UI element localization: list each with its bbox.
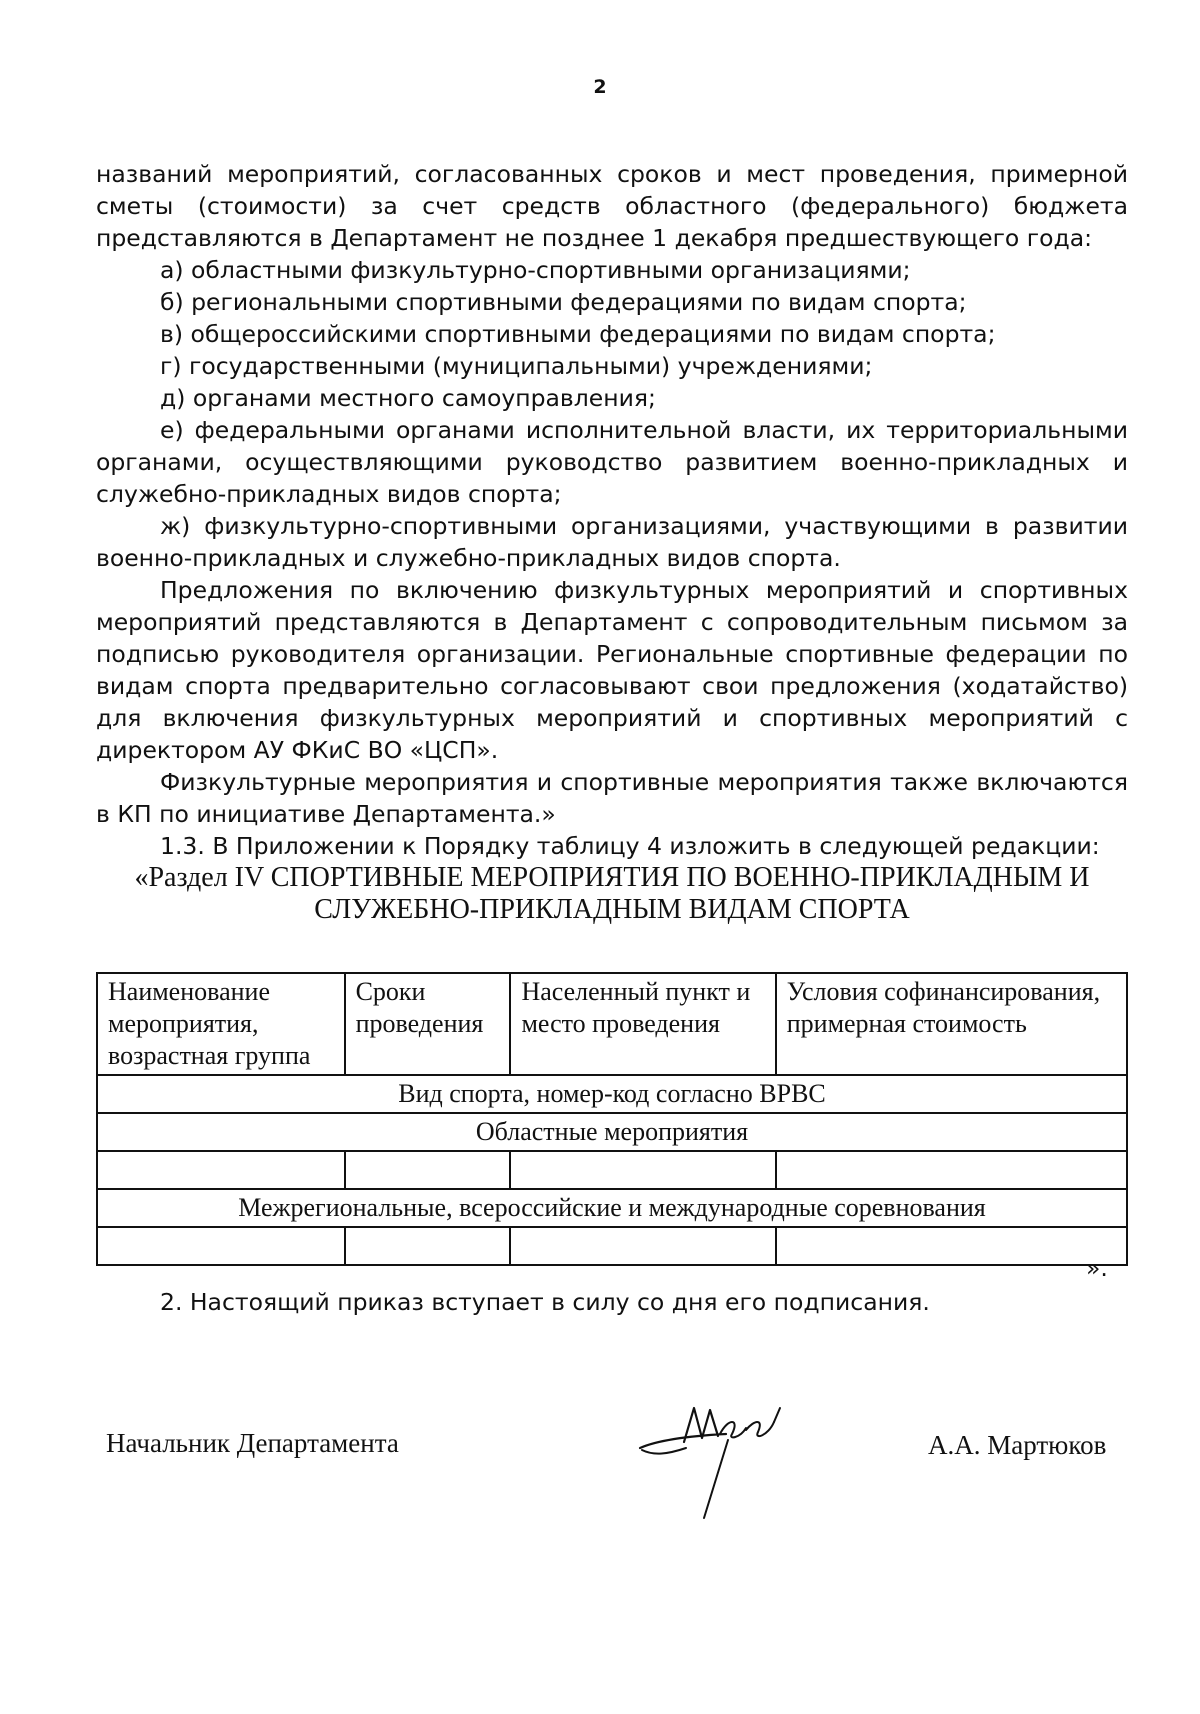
table-cell bbox=[510, 1227, 775, 1265]
section-title-line-1: «Раздел IV СПОРТИВНЫЕ МЕРОПРИЯТИЯ ПО ВОЕННО-ПРИКЛАДНЫМ И bbox=[134, 862, 1090, 893]
list-item: г) государственными (муниципальными) учреждениями; bbox=[160, 352, 873, 380]
closing-quote: ». bbox=[1086, 1254, 1108, 1282]
list-item: б) региональными спортивными федерациями по видам спорта; bbox=[160, 288, 967, 316]
section-title-line-2: СЛУЖЕБНО-ПРИКЛАДНЫМ ВИДАМ СПОРТА bbox=[314, 894, 910, 925]
document-body bbox=[96, 158, 1128, 926]
clause-paragraph: 1.3. В Приложении к Порядку таблицу 4 изложить в следующей редакции: bbox=[160, 832, 1100, 860]
page-number: 2 bbox=[593, 76, 607, 98]
header-cell-dates: Сроки проведения bbox=[345, 973, 511, 1075]
table-cell bbox=[776, 1227, 1127, 1265]
signatory-title: Начальник Департамента bbox=[106, 1428, 399, 1458]
header-cell-cofinancing: Условия софинансирования, примерная стоимость bbox=[776, 973, 1127, 1075]
header-cell-name: Наименование мероприятия, возрастная группа bbox=[97, 973, 345, 1075]
table-cell bbox=[97, 1227, 345, 1265]
interregional-events-row: Межрегиональные, всероссийские и международные соревнования bbox=[97, 1189, 1127, 1227]
handwritten-signature bbox=[628, 1378, 808, 1528]
table-row bbox=[97, 1151, 1127, 1189]
table-cell bbox=[97, 1151, 345, 1189]
table-cell bbox=[345, 1151, 511, 1189]
list-item: д) органами местного самоуправления; bbox=[160, 384, 656, 412]
list-item: а) областными физкультурно-спортивными организациями; bbox=[160, 256, 911, 284]
initiative-paragraph: Физкультурные мероприятия и спортивные мероприятия также включаются в КП по инициативе Департамента.» bbox=[96, 768, 1128, 828]
table-row bbox=[97, 1075, 1127, 1113]
table-cell bbox=[776, 1151, 1127, 1189]
table-row bbox=[97, 1189, 1127, 1227]
table-row bbox=[97, 1113, 1127, 1151]
events-table bbox=[96, 972, 1128, 1266]
list-item: в) общероссийскими спортивными федерациями по видам спорта; bbox=[160, 320, 996, 348]
proposals-paragraph: Предложения по включению физкультурных мероприятий и спортивных мероприятий представляются в Департамент с сопроводительным письмом за подписью руководителя организации. Региональные спортивные федерации по видам спорта предварительно согласовывают свои предложения (ходатайство) для включения физкультурных мероприятий и спортивных мероприятий с директором АУ ФКиС ВО «ЦСП». bbox=[96, 576, 1128, 764]
list-item: е) федеральными органами исполнительной власти, их территориальными органами, осуществляющими руководство развитием военно-прикладных и служебно-прикладных видов спорта; bbox=[96, 416, 1128, 508]
table-cell bbox=[510, 1151, 775, 1189]
sport-type-row: Вид спорта, номер-код согласно ВРВС bbox=[97, 1075, 1127, 1113]
table-cell bbox=[345, 1227, 511, 1265]
regional-events-row: Областные мероприятия bbox=[97, 1113, 1127, 1151]
table-header-row bbox=[97, 973, 1127, 1075]
table-row bbox=[97, 1227, 1127, 1265]
signatory-name: А.А. Мартюков bbox=[928, 1430, 1107, 1460]
intro-paragraph: названий мероприятий, согласованных сроков и мест проведения, примерной сметы (стоимости) за счет средств областного (федерального) бюджета представляются в Департамент не позднее 1 декабря предшествующего года: bbox=[96, 160, 1128, 252]
enactment-paragraph: 2. Настоящий приказ вступает в силу со дня его подписания. bbox=[160, 1288, 930, 1316]
header-cell-location: Населенный пункт и место проведения bbox=[510, 973, 775, 1075]
list-item: ж) физкультурно-спортивными организациями, участвующими в развитии военно-прикладных и служебно-прикладных видов спорта. bbox=[96, 512, 1128, 572]
